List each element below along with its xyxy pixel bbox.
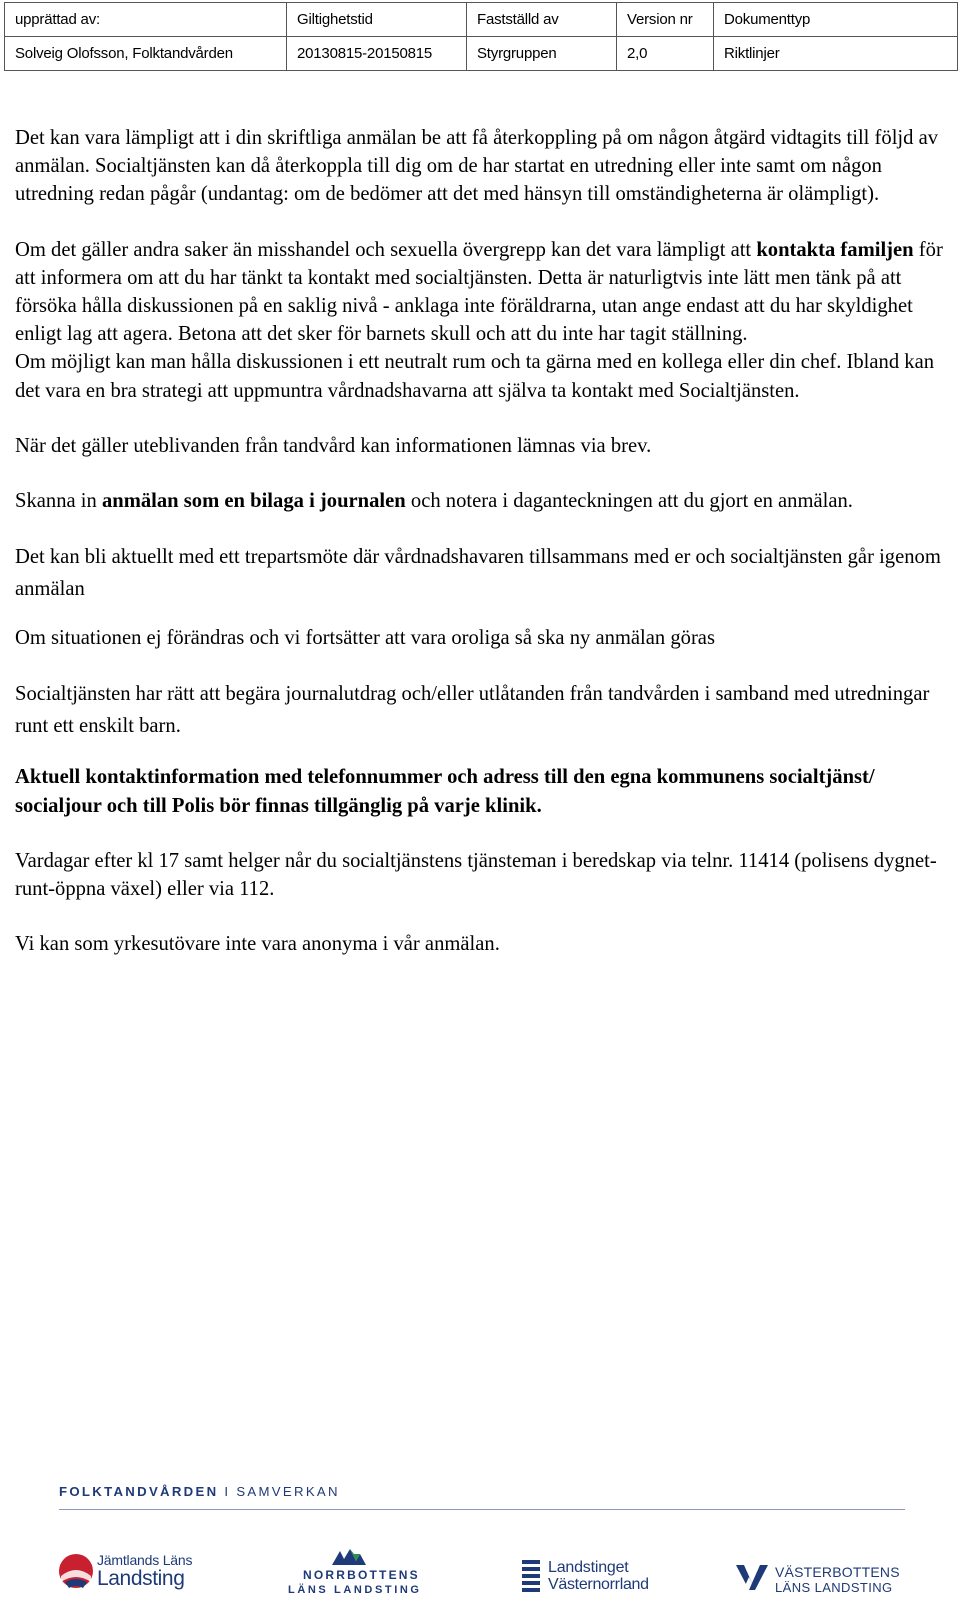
paragraph-text: Om det gäller andra saker än misshandel och sexuella övergrepp kan det vara lämpligt att	[15, 238, 757, 261]
paragraph-feedback: Det kan vara lämpligt att i din skriftliga anmälan be att få återkoppling på om någon åtgärd vidtagits till följd av anmälan. Socialtjänsten kan då återkoppla till dig om de har startat en utredning eller inte samt om någon utredning redan pågår (undantag: om de bedömer att det med hänsyn till omständigheterna är olämpligt).	[15, 127, 939, 206]
header-label-version: Version nr	[617, 3, 714, 37]
header-value-version: 2,0	[617, 37, 714, 71]
header-label-doc-type: Dokumenttyp	[714, 3, 958, 37]
vasterbotten-line1: VÄSTERBOTTENS	[775, 1564, 900, 1580]
footer-title-brand: FOLKTANDVÅRDEN	[59, 1484, 219, 1499]
norrbotten-emblem-icon	[330, 1548, 380, 1566]
vasterbotten-line2: LÄNS LANDSTING	[775, 1580, 893, 1595]
emphasis-contact-family: kontakta familjen	[756, 238, 914, 261]
header-values-row	[5, 37, 958, 71]
norrbotten-line2: LÄNS LANDSTING	[288, 1584, 422, 1596]
header-value-prepared-by: Solveig Olofsson, Folktandvården	[5, 37, 287, 71]
header-value-doc-type: Riktlinjer	[714, 37, 958, 71]
footer-title-cooperation: I SAMVERKAN	[224, 1484, 340, 1499]
footer-divider	[59, 1509, 905, 1510]
paragraph-new-report: Om situationen ej förändras och vi fortsätter att vara oroliga så ska ny anmälan göras	[15, 627, 715, 650]
paragraph-anonymous: Vi kan som yrkesutövare inte vara anonyma i vår anmälan.	[15, 933, 500, 956]
header-label-prepared-by: upprättad av:	[5, 3, 287, 37]
paragraph-after-hours: Vardagar efter kl 17 samt helger når du socialtjänstens tjänsteman i beredskap via telnr. 11414 (polisens dygnet-runt-öppna växel) eller via 112.	[15, 849, 937, 901]
paragraph-text: och notera i daganteckningen att du gjort en anmälan.	[405, 490, 853, 513]
emphasis-attachment: anmälan som en bilaga i journalen	[101, 490, 406, 513]
paragraph-records: Socialtjänsten har rätt att begära journalutdrag och/eller utlåtanden från tandvården i samband med utredningar runt ett enskilt barn.	[15, 683, 930, 737]
header-table	[4, 2, 958, 71]
vasternorrland-line1: Landstinget	[548, 1559, 629, 1576]
logo-vasterbotten	[735, 1548, 900, 1600]
footer-title	[59, 1484, 340, 1499]
logo-norrbotten	[288, 1548, 428, 1600]
paragraph-text: för att informera om att du har tänkt ta kontakt med socialtjänsten. Detta är naturligtvis inte lätt men tänk på att försöka hålla diskussionen på en saklig nivå - anklaga inte föräldrarna, utan ange endast att du har skyldighet enligt lag att agera. Betona att det sker för barnets skull och att du inte har tagit ställning.	[15, 238, 943, 346]
paragraph-contact-info: Aktuell kontaktinformation med telefonnummer och adress till den egna kommunens socialtjänst/ socialjour och till Polis bör finnas tillgänglig på varje klinik.	[15, 766, 875, 817]
paragraph-tripartite: Det kan bli aktuellt med ett trepartsmöte där vårdnadshavaren tillsammans med er och socialtjänsten går igenom anmälan	[15, 546, 941, 600]
jamtland-emblem-icon	[57, 1552, 95, 1592]
paragraph-text: Skanna in	[15, 490, 102, 513]
norrbotten-line1: NORRBOTTENS	[303, 1568, 420, 1582]
vasternorrland-emblem-icon	[520, 1558, 542, 1592]
vasterbotten-emblem-icon	[735, 1563, 769, 1591]
logo-vasternorrland	[520, 1548, 670, 1600]
header-labels-row	[5, 3, 958, 37]
vasternorrland-line2: Västernorrland	[548, 1576, 649, 1593]
jamtland-line1: Jämtlands Läns	[97, 1552, 193, 1568]
document-body	[15, 124, 945, 958]
paragraph-absence: När det gäller uteblivanden från tandvård kan informationen lämnas via brev.	[15, 434, 652, 457]
logo-jamtland	[57, 1548, 192, 1600]
header-value-approved-by: Styrgruppen	[467, 37, 617, 71]
header-label-validity: Giltighetstid	[287, 3, 467, 37]
header-label-approved-by: Fastställd av	[467, 3, 617, 37]
paragraph-contact-family	[15, 236, 945, 349]
paragraph-scan	[15, 487, 945, 515]
jamtland-line2: Landsting	[97, 1567, 185, 1590]
header-value-validity: 20130815-20150815	[287, 37, 467, 71]
paragraph-neutral-room: Om möjligt kan man hålla diskussionen i ett neutralt rum och ta gärna med en kollega eller din chef. Ibland kan det vara en bra strategi att uppmuntra vårdnadshavarna att själva ta kontakt med Socialtjänsten.	[15, 351, 935, 402]
